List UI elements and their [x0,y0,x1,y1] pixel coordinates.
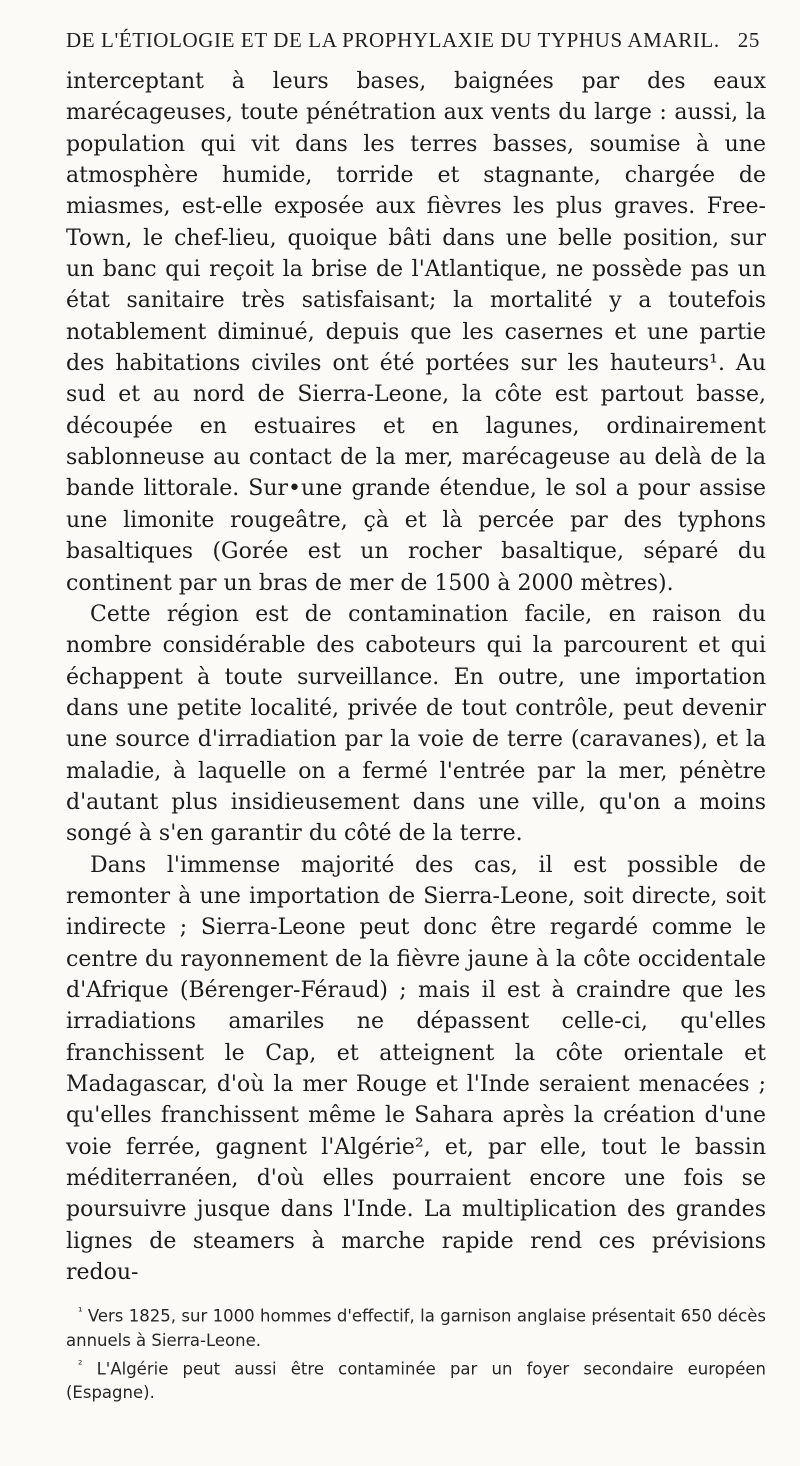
running-head [66,28,760,58]
footnote-1 [66,1300,766,1353]
running-head-title: DE L'ÉTIOLOGIE ET DE LA PROPHYLAXIE DU TYPHUS AMARIL. [66,28,720,52]
body-text [66,66,766,1288]
footnote-2-text: L'Algérie peut aussi être contaminée par un foyer secondaire européen (Espagne). [66,1359,766,1402]
paragraph-1: interceptant à leurs bases, baignées par des eaux marécageuses, toute pénétration aux vents du large : aussi, la population qui vit dans les terres basses, soumise à une atmosphère humide, torride et stagnante, chargée de miasmes, est-elle exposée aux fièvres les plus graves. Free-Town, le chef-lieu, quoique bâti dans une belle position, sur un banc qui reçoit la brise de l'Atlantique, ne possède pas un état sanitaire très satisfaisant; la mortalité y a toutefois notablement diminué, depuis que les casernes et une partie des habitations civiles ont été portées sur les hauteurs¹. Au sud et au nord de Sierra-Leone, la côte est partout basse, découpée en estuaires et en lagunes, ordinairement sablonneuse au contact de la mer, marécageuse au delà de la bande littorale. Sur•une grande étendue, le sol a pour assise une limonite rougeâtre, çà et là percée par des typhons basaltiques (Gorée est un rocher basaltique, séparé du continent par un bras de mer de 1500 à 2000 mètres). [66,69,766,596]
paragraph-3: Dans l'immense majorité des cas, il est possible de remonter à une importation de Sierra-Leone, soit directe, soit indirecte ; Sierra-Leone peut donc être regardé comme le centre du rayonnement de la fièvre jaune à la côte occidentale d'Afrique (Bérenger-Féraud) ; mais il est à craindre que les irradiations amariles ne dépassent celle-ci, qu'elles franchissent le Cap, et atteignent la côte orientale et Madagascar, d'où la mer Rouge et l'Inde seraient menacées ; qu'elles franchissent même le Sahara après la création d'une voie ferrée, gagnent l'Algérie², et, par elle, tout le bassin méditerranéen, d'où elles pourraient encore une fois se poursuivre jusque dans l'Inde. La multiplication des grandes lignes de steamers à marche rapide rend ces prévisions redou- [66,852,766,1286]
footnote-1-text: Vers 1825, sur 1000 hommes d'effectif, la garnison anglaise présentait 650 décès annuels à Sierra-Leone. [66,1306,766,1350]
footnote-2 [66,1353,766,1406]
footnotes [66,1300,766,1405]
paragraph-2: Cette région est de contamination facile, en raison du nombre considérable des caboteurs qui la parcourent et qui échappent à toute surveillance. En outre, une importation dans une petite localité, privée de tout contrôle, peut devenir une source d'irradiation par la voie de terre (caravanes), et la maladie, à laquelle on a fermé l'entrée par la mer, pénètre d'autant plus insidieusement dans une ville, qu'on a moins songé à s'en garantir du côté de la terre. [66,601,766,847]
footnote-2-mark: ² [78,1357,83,1371]
page-number: 25 [737,28,760,52]
footnote-1-mark: ¹ [78,1305,83,1318]
